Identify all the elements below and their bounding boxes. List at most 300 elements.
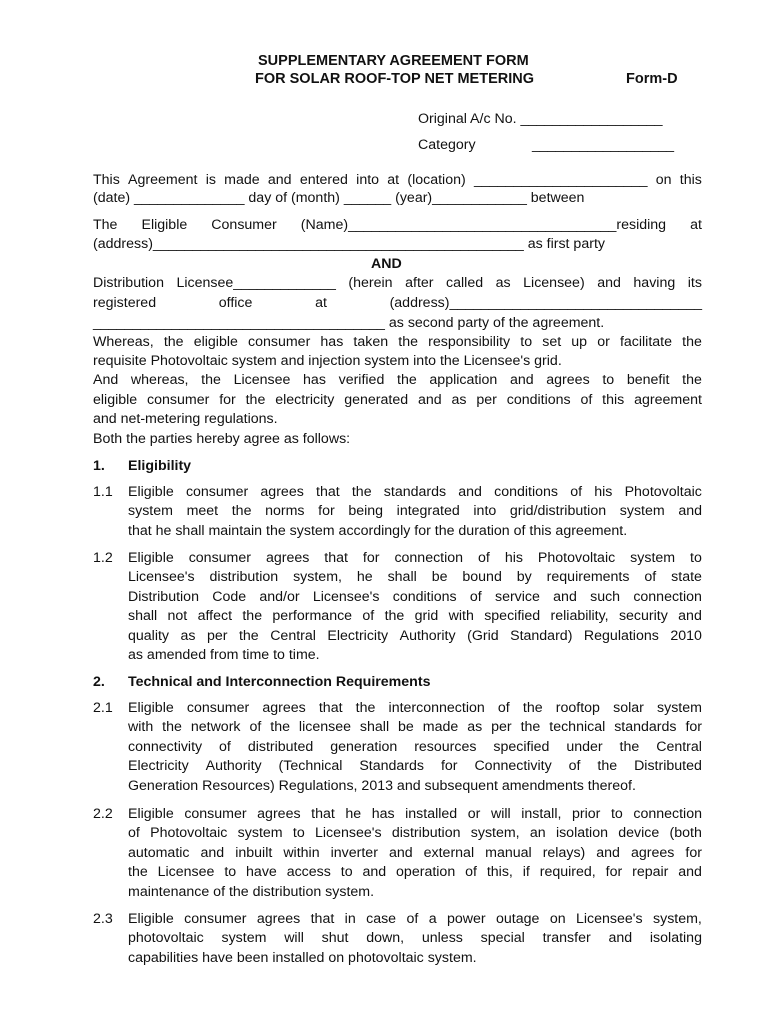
clause-2-3-text <box>128 910 702 968</box>
word: standards <box>614 719 677 736</box>
word: Licensee's <box>576 911 643 927</box>
word: Authority <box>205 758 262 775</box>
word: made <box>422 719 459 736</box>
word: distribution <box>391 825 461 842</box>
word: its <box>687 275 702 291</box>
word: specified <box>493 738 550 755</box>
word: Eligible <box>128 550 174 566</box>
word: eligible <box>193 334 238 350</box>
word: and <box>597 275 621 291</box>
word: consumer <box>184 911 247 927</box>
word: shall <box>128 608 158 625</box>
intro-line-6 <box>93 294 702 313</box>
word: the <box>355 700 376 716</box>
word: that <box>316 484 340 500</box>
section-1-number: 1. <box>93 458 105 474</box>
word: consumer <box>186 700 250 716</box>
word: under <box>566 738 603 755</box>
word: device <box>618 825 660 842</box>
word: after <box>405 275 434 291</box>
word: into <box>473 503 497 520</box>
word: at <box>315 295 327 311</box>
form-id: Form-D <box>626 71 678 87</box>
word: system, <box>293 569 342 586</box>
word: of <box>249 719 262 736</box>
word: of <box>362 608 375 625</box>
section-2-number: 2. <box>93 674 105 690</box>
word: the <box>231 503 252 520</box>
word: his <box>594 484 613 500</box>
word: grid/distribution <box>509 503 607 520</box>
word: standards <box>383 484 447 500</box>
word: Licensee <box>233 372 291 388</box>
word: as <box>467 719 483 736</box>
word: per <box>206 627 228 644</box>
clause-2-3-line <box>128 910 702 929</box>
clause-2-1-line <box>128 738 702 757</box>
word: Authority <box>399 627 456 644</box>
word: performance <box>272 608 353 625</box>
word: with <box>448 608 474 625</box>
word: system, <box>470 825 520 842</box>
word: (address)________________________________ <box>389 295 702 311</box>
word: per <box>476 392 497 408</box>
word: agreement <box>634 392 702 408</box>
word: as <box>180 627 196 644</box>
word: rooftop <box>555 700 600 716</box>
word: the <box>201 372 221 388</box>
word: Eligible <box>128 911 174 927</box>
word: agrees <box>546 372 590 388</box>
and-heading: AND <box>371 256 402 272</box>
word: of <box>406 911 419 927</box>
word: into <box>356 172 380 188</box>
word: agrees <box>630 844 675 861</box>
clause-2-2-number: 2.2 <box>93 806 113 822</box>
word: Electricity <box>128 758 189 775</box>
word: grid <box>414 608 439 625</box>
word: that <box>310 911 335 927</box>
word: to <box>610 806 623 822</box>
word: interconnection <box>388 700 485 716</box>
word: made <box>224 172 260 188</box>
clause-2-2-line: maintenance of the distribution system. <box>128 883 375 900</box>
word: relays) <box>542 844 586 861</box>
clause-2-1-line <box>128 699 702 718</box>
clause-2-3-number: 2.3 <box>93 911 113 927</box>
clause-2-1-text <box>128 699 702 796</box>
word: transfer <box>542 930 591 947</box>
word: and <box>388 844 413 861</box>
word: Central <box>270 627 316 644</box>
word: Standard) <box>510 627 573 644</box>
word: special <box>480 930 525 947</box>
word: (Grid <box>467 627 499 644</box>
word: manual <box>485 844 532 861</box>
word: the <box>128 864 148 881</box>
original-account-field: Original A/c No. __________________ <box>418 111 663 127</box>
word: called <box>446 275 484 291</box>
word: quality <box>128 627 170 644</box>
word: Licensee_____________ <box>176 275 336 291</box>
word: to <box>690 550 702 566</box>
form-title-line1: SUPPLEMENTARY AGREEMENT FORM <box>258 53 529 69</box>
word: Eligible <box>128 700 174 716</box>
word: verified <box>338 372 385 388</box>
word: the <box>520 719 541 736</box>
word: Licensee) <box>523 275 585 291</box>
word: this, <box>486 864 513 881</box>
word: affect <box>197 608 233 625</box>
clause-2-2-line <box>128 863 702 882</box>
word: for <box>219 392 236 408</box>
word: has <box>303 372 326 388</box>
word: of <box>469 588 482 605</box>
word: registered <box>93 295 157 311</box>
word: not <box>167 608 188 625</box>
clause-1-2-line <box>128 568 702 587</box>
word: he <box>345 806 362 822</box>
clause-2-1-line <box>128 718 702 737</box>
word: (herein <box>348 275 393 291</box>
word: required, <box>539 864 596 881</box>
word: to <box>602 372 615 388</box>
word: 2010 <box>670 627 702 644</box>
word: an <box>529 825 546 842</box>
word: connection <box>633 806 702 822</box>
word: Electricity <box>327 627 389 644</box>
word: distribution <box>209 569 279 586</box>
word: has <box>320 334 344 350</box>
word: and <box>596 844 620 861</box>
word: meet <box>186 503 219 520</box>
word: Photovoltaic <box>150 825 228 842</box>
form-title-line2: FOR SOLAR ROOF-TOP NET METERING <box>255 71 534 87</box>
word: prior <box>572 806 601 822</box>
word: a <box>428 911 437 927</box>
word: conditions <box>506 392 571 408</box>
word: or <box>597 334 610 350</box>
word: that <box>324 550 348 566</box>
word: This <box>93 172 120 188</box>
word: the <box>163 334 184 350</box>
word: electricity <box>275 392 335 408</box>
word: on <box>549 911 566 927</box>
word: the <box>242 608 263 625</box>
word: Connectivity <box>474 758 552 775</box>
word: per <box>491 719 512 736</box>
word: conditions <box>494 484 559 500</box>
word: the <box>397 372 417 388</box>
word: Photovoltaic <box>537 550 616 566</box>
word: such <box>590 588 621 605</box>
word: his <box>504 550 523 566</box>
word: of <box>219 738 231 755</box>
word: (Name)__________________________________residing <box>300 217 667 233</box>
word: state <box>671 569 702 586</box>
word: (both <box>669 825 702 842</box>
word: having <box>633 275 676 291</box>
clause-2-1-line <box>128 757 702 776</box>
word: power <box>446 911 486 927</box>
word: case <box>366 911 397 927</box>
intro-line-2: (date) ______________ day of (month) ______ (year)____________ between <box>93 190 585 206</box>
word: facilitate <box>619 334 672 350</box>
whereas-line-6: Both the parties hereby agree as follows: <box>93 431 351 447</box>
word: connection <box>633 588 702 605</box>
word: the <box>398 334 418 350</box>
word: in <box>344 911 356 927</box>
whereas-line-2: requisite Photovoltaic system and injection system into the Licensee's grid. <box>93 353 562 369</box>
word: photovoltaic <box>128 930 204 947</box>
word: bound <box>462 569 502 586</box>
word: Eligible <box>141 217 188 233</box>
word: and/or <box>259 588 300 605</box>
word: as <box>495 275 511 291</box>
word: system <box>657 700 702 716</box>
word: for <box>685 719 702 736</box>
word: has <box>371 806 395 822</box>
word: or <box>467 806 481 822</box>
word: office <box>218 295 253 311</box>
word: set <box>542 334 562 350</box>
word: responsibility <box>428 334 511 350</box>
word: Consumer <box>211 217 277 233</box>
whereas-line-5: and net-metering regulations. <box>93 411 278 427</box>
word: of <box>580 392 593 408</box>
word: for <box>605 864 623 881</box>
word: shall <box>359 719 390 736</box>
word: isolating <box>649 930 702 947</box>
word: connection <box>394 550 464 566</box>
word: Eligible <box>128 806 174 822</box>
word: the <box>351 484 372 500</box>
word: and <box>458 484 482 500</box>
clause-1-2-line <box>128 549 702 568</box>
word: Distribution <box>93 275 164 291</box>
word: connectivity <box>128 738 203 755</box>
clause-2-3-line <box>128 929 702 948</box>
word: that <box>311 806 335 822</box>
clause-2-1-line: Generation Resources) Regulations, 2013 and subsequent amendments thereof. <box>128 777 636 794</box>
word: be <box>431 569 448 586</box>
word: Code <box>212 588 247 605</box>
word: by <box>516 569 532 586</box>
word: to <box>520 334 533 350</box>
word: for <box>440 758 458 775</box>
word: of <box>568 758 581 775</box>
intro-line-3 <box>93 216 702 235</box>
word: to <box>224 864 237 881</box>
word: agrees <box>262 700 306 716</box>
word: conditions <box>392 588 457 605</box>
word: he <box>356 569 373 586</box>
word: Licensee's <box>128 569 195 586</box>
word: system <box>619 503 665 520</box>
word: shut <box>321 930 349 947</box>
word: system <box>221 930 267 947</box>
word: and <box>553 588 577 605</box>
word: if <box>522 864 530 881</box>
whereas-line-4 <box>93 391 702 410</box>
word: network <box>190 719 241 736</box>
word: Eligible <box>128 484 174 500</box>
clause-2-1-number: 2.1 <box>93 700 113 716</box>
word: at <box>690 217 702 233</box>
category-field: __________________ <box>532 137 675 153</box>
word: requirements <box>546 569 630 586</box>
word: and <box>678 503 702 520</box>
word: system <box>237 825 283 842</box>
word: agrees <box>260 484 304 500</box>
word: Distributed <box>634 758 702 775</box>
word: access <box>286 864 331 881</box>
word: isolation <box>555 825 608 842</box>
word: generation <box>330 738 398 755</box>
word: to <box>292 825 305 842</box>
word: the <box>682 334 702 350</box>
clause-1-1-line <box>128 483 702 502</box>
word: and <box>608 930 633 947</box>
word: resources <box>414 738 477 755</box>
word: taken <box>353 334 389 350</box>
word: for <box>362 550 380 566</box>
word: as <box>451 392 467 408</box>
word: of <box>465 864 477 881</box>
word: (Technical <box>278 758 343 775</box>
whereas-line-3 <box>93 371 702 390</box>
word: outage <box>496 911 540 927</box>
word: agrees <box>256 911 301 927</box>
word: The <box>93 217 118 233</box>
word: install, <box>521 806 562 822</box>
word: of <box>497 700 510 716</box>
section-1-title: Eligibility <box>128 458 192 474</box>
clause-2-2-text <box>128 805 702 902</box>
word: to <box>340 864 353 881</box>
word: that <box>318 700 343 716</box>
word: Regulations <box>583 627 659 644</box>
intro-line-5 <box>93 274 702 293</box>
word: And <box>93 372 119 388</box>
word: specified <box>484 608 541 625</box>
word: will <box>490 806 511 822</box>
clause-1-2-line <box>128 607 702 626</box>
word: the <box>245 392 266 408</box>
word: service <box>494 588 540 605</box>
word: at <box>387 172 400 188</box>
word: within <box>283 844 320 861</box>
word: and <box>678 864 702 881</box>
word: Agreement <box>128 172 198 188</box>
word: with <box>128 719 154 736</box>
clause-1-1-number: 1.1 <box>93 484 113 500</box>
word: operation <box>396 864 456 881</box>
intro-line-1 <box>93 171 702 190</box>
word: and <box>267 172 292 188</box>
word: norms <box>265 503 305 520</box>
word: shall <box>387 569 417 586</box>
word: this <box>679 172 702 188</box>
word: solar <box>613 700 644 716</box>
word: being <box>348 503 384 520</box>
word: external <box>423 844 475 861</box>
word: up <box>571 334 588 350</box>
word: repair <box>632 864 669 881</box>
section-2-title: Technical and Interconnection Requirements <box>128 674 431 690</box>
word: the <box>619 738 640 755</box>
category-label: Category <box>418 137 476 153</box>
word: installed <box>405 806 458 822</box>
word: eligible <box>93 392 138 408</box>
word: is <box>205 172 216 188</box>
intro-line-4: (address)_______________________________________________ as first party <box>93 236 605 252</box>
word: ______________________ <box>473 172 648 188</box>
word: and <box>417 392 442 408</box>
word: distributed <box>247 738 314 755</box>
clause-1-2-text <box>128 549 702 665</box>
word: consumer <box>188 550 251 566</box>
word: consumer <box>147 392 210 408</box>
word: of <box>644 569 657 586</box>
word: generated <box>344 392 409 408</box>
word: Licensee <box>157 864 215 881</box>
word: consumer <box>185 484 249 500</box>
word: Licensee's <box>314 825 382 842</box>
clause-2-2-line <box>128 824 702 843</box>
word: system, <box>653 911 702 927</box>
word: security <box>618 608 668 625</box>
word: will <box>284 930 304 947</box>
word: inverter <box>330 844 378 861</box>
word: for <box>685 844 702 861</box>
word: of <box>128 825 140 842</box>
clause-1-2-line: as amended from time to time. <box>128 647 320 664</box>
word: and <box>362 864 387 881</box>
word: the <box>162 719 182 736</box>
word: and <box>509 372 534 388</box>
word: Distribution <box>128 588 199 605</box>
word: the <box>522 700 543 716</box>
word: the <box>597 758 618 775</box>
word: Whereas, <box>93 334 154 350</box>
word: (location) <box>407 172 466 188</box>
word: for <box>318 503 335 520</box>
word: Standards <box>359 758 425 775</box>
word: application <box>429 372 498 388</box>
word: unless <box>421 930 463 947</box>
word: of <box>478 550 490 566</box>
clause-2-3-line: capabilities have been installed on photovoltaic system. <box>128 949 477 966</box>
word: entered <box>299 172 348 188</box>
word: the <box>384 608 405 625</box>
word: system <box>128 503 173 520</box>
word: and <box>678 608 702 625</box>
word: have <box>246 864 277 881</box>
word: integrated <box>396 503 460 520</box>
clause-1-1-line <box>128 502 702 521</box>
word: benefit <box>626 372 670 388</box>
word: on <box>655 172 672 188</box>
word: of <box>570 484 583 500</box>
word: consumer <box>248 334 311 350</box>
clause-1-2-line <box>128 588 702 607</box>
word: technical <box>549 719 606 736</box>
word: the <box>238 627 259 644</box>
clause-1-1-text <box>128 483 702 541</box>
word: whereas, <box>130 372 189 388</box>
word: system <box>630 550 676 566</box>
